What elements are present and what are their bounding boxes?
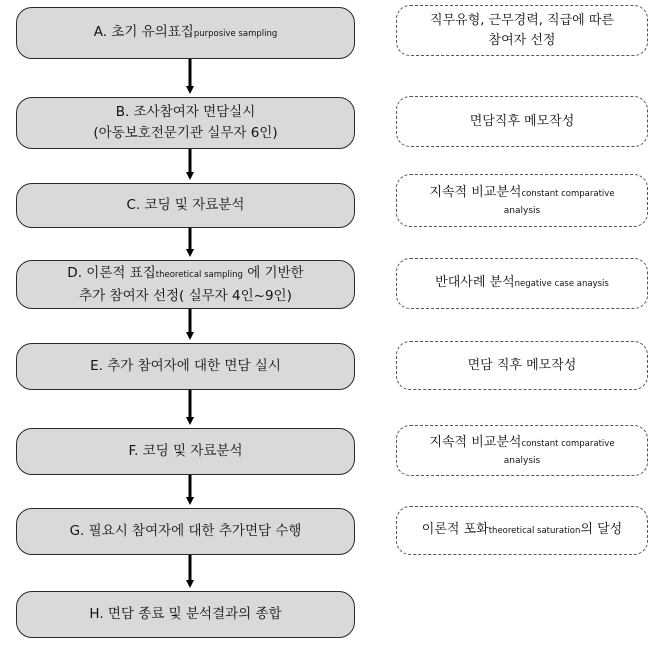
- note-d-term: negative case anaysis: [514, 279, 609, 289]
- step-d-line1-post: 에 기반한: [242, 264, 304, 281]
- note-c-term2: analysis: [503, 206, 541, 216]
- note-b: [396, 96, 648, 147]
- note-d-text: 반대사례 분석: [435, 275, 515, 290]
- note-f-line1: [429, 433, 614, 454]
- step-c: [16, 183, 355, 228]
- note-a-line2: 참여자 선정: [488, 32, 556, 48]
- note-g-post: 의 달성: [580, 522, 623, 537]
- step-b-line1: B. 조사참여자 면담실시: [115, 104, 256, 120]
- note-g-text: 이론적 포화: [421, 522, 489, 537]
- step-g-label: G. 필요시 참여자에 대한 추가면담 수행: [69, 523, 302, 539]
- step-h: [16, 591, 355, 638]
- note-a: [396, 5, 648, 56]
- note-f-term2: analysis: [503, 456, 541, 466]
- note-c-term: constant comparative: [521, 189, 615, 199]
- note-g-term: theoretical saturation: [488, 526, 581, 536]
- step-d-line1: [67, 263, 303, 286]
- note-g-line: [422, 520, 622, 541]
- step-d-term: theoretical sampling: [155, 269, 243, 280]
- note-c-text: 지속적 비교분석: [429, 185, 522, 200]
- note-f-term: constant comparative: [521, 439, 615, 449]
- step-e: [16, 343, 355, 390]
- step-a-label: A. 초기 유의표집: [93, 23, 194, 40]
- step-h-label: H. 면담 종료 및 분석결과의 종합: [89, 606, 282, 622]
- note-e: [396, 341, 648, 390]
- step-a: [16, 7, 355, 59]
- note-f: [396, 425, 648, 476]
- step-c-label: C. 코딩 및 자료분석: [126, 197, 245, 213]
- step-b: [16, 97, 355, 149]
- step-g: [16, 508, 355, 555]
- step-d: [16, 260, 355, 309]
- note-a-line1: 직무유형, 근무경력, 직급에 따른: [430, 12, 614, 28]
- step-a-term: purposive sampling: [193, 28, 278, 39]
- step-b-line2: (아동보호전문기관 실무자 6인): [93, 125, 278, 141]
- step-f-label: F. 코딩 및 자료분석: [128, 443, 243, 459]
- note-e-text: 면담 직후 메모작성: [467, 357, 577, 373]
- note-d: [396, 258, 648, 309]
- note-c-line1: [429, 183, 614, 204]
- step-a-text: [94, 22, 278, 45]
- note-b-text: 면담직후 메모작성: [469, 113, 575, 129]
- step-e-label: E. 추가 참여자에 대한 면담 실시: [90, 358, 281, 374]
- step-d-line1-pre: D. 이론적 표집: [67, 264, 156, 281]
- note-f-text: 지속적 비교분석: [429, 435, 522, 450]
- step-f: [16, 428, 355, 475]
- note-d-line: [435, 273, 609, 294]
- step-d-line2: 추가 참여자 선정( 실무자 4인~9인): [79, 287, 292, 304]
- note-c: [396, 174, 648, 227]
- note-g: [396, 506, 648, 555]
